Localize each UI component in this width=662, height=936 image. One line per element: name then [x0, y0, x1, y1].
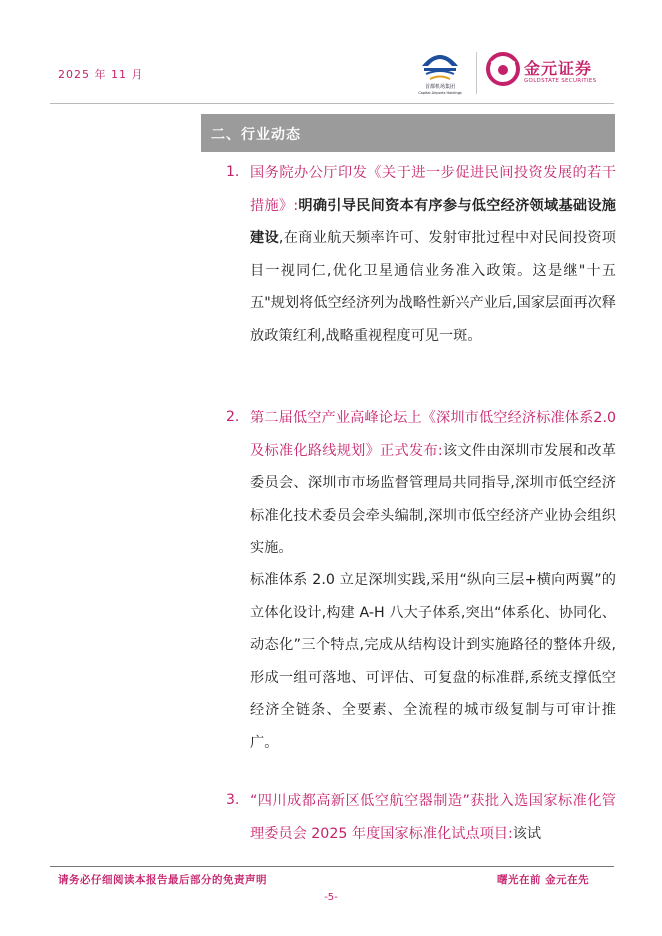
goldstate-logo	[486, 52, 606, 92]
footer-slogan: 曙光在前 金元在先	[497, 874, 590, 886]
item-number-1: 1.	[226, 164, 240, 180]
item-paragraph-2b	[250, 564, 616, 759]
logo1-chinese: 首都机场集团	[424, 84, 455, 90]
item-lead-2: 第二届低空产业高峰论坛上《深圳市低空经济标准体系2.0及标准化路线规划》正式发布:	[250, 410, 616, 459]
item-number-3: 3.	[226, 792, 240, 808]
section-header-bar	[201, 114, 615, 152]
section-title: 二、行业动态	[211, 127, 301, 143]
item-body-2: 该文件由深圳市发展和改革委员会、深圳市市场监督管理局共同指导,深圳市低空经济标准化技术委员会牵头编制,深圳市低空经济产业协会组织实施。	[250, 442, 616, 556]
item-lead-3: “四川成都高新区低空航空器制造”获批入选国家标准化管理委员会 2025 年度国家标准化试点项目:	[250, 793, 616, 842]
item-paragraph-3	[250, 785, 616, 850]
item-paragraph-2	[250, 402, 616, 565]
disclaimer-notice: 请务必仔细阅读本报告最后部分的免责声明	[58, 874, 267, 886]
item-lead-1: 国务院办公厅印发《关于进一步促进民间投资发展的若干措施》:	[250, 165, 616, 214]
item-body-3: 该试	[512, 825, 542, 842]
report-date: 2025 年 11 月	[58, 68, 144, 81]
logo1-english: Capital Airports Holdings	[418, 91, 462, 95]
page-number: -5-	[324, 892, 338, 903]
item-number-2: 2.	[226, 409, 240, 425]
goldstate-emblem-icon	[486, 52, 520, 86]
item-body-2b: 标准体系 2.0 立足深圳实践,采用“纵向三层+横向两翼”的立体化设计,构建 A-H 八大子体系,突出“体系化、协同化、动态化”三个特点,完成从结构设计到实施路径的整体升级,形成一组可落地、可评估、可复盘的标准群,系统支撑低空经济全链条、全要素、全流程的城市级复制与可审计推广。	[250, 572, 616, 751]
item-emphasis-1: 明确引导民间资本有序参与低空经济领域基础设施建设	[250, 197, 616, 246]
logo-divider	[476, 52, 477, 94]
item-paragraph-1	[250, 157, 616, 352]
capital-airports-logo	[414, 46, 466, 98]
logo2-english: GOLDSTATE SECURITIES	[524, 78, 597, 84]
logo2-chinese: 金元证券	[524, 59, 593, 78]
header-divider	[50, 103, 614, 104]
footer-divider	[50, 866, 614, 867]
item-body-1: ,在商业航天频率许可、发射审批过程中对民间投资项目一视同仁,优化卫星通信业务准入政策。这是继"十五五"规划将低空经济列为战略性新兴产业后,国家层面再次释放政策红利,战略重视程度可见一斑。	[250, 230, 616, 344]
